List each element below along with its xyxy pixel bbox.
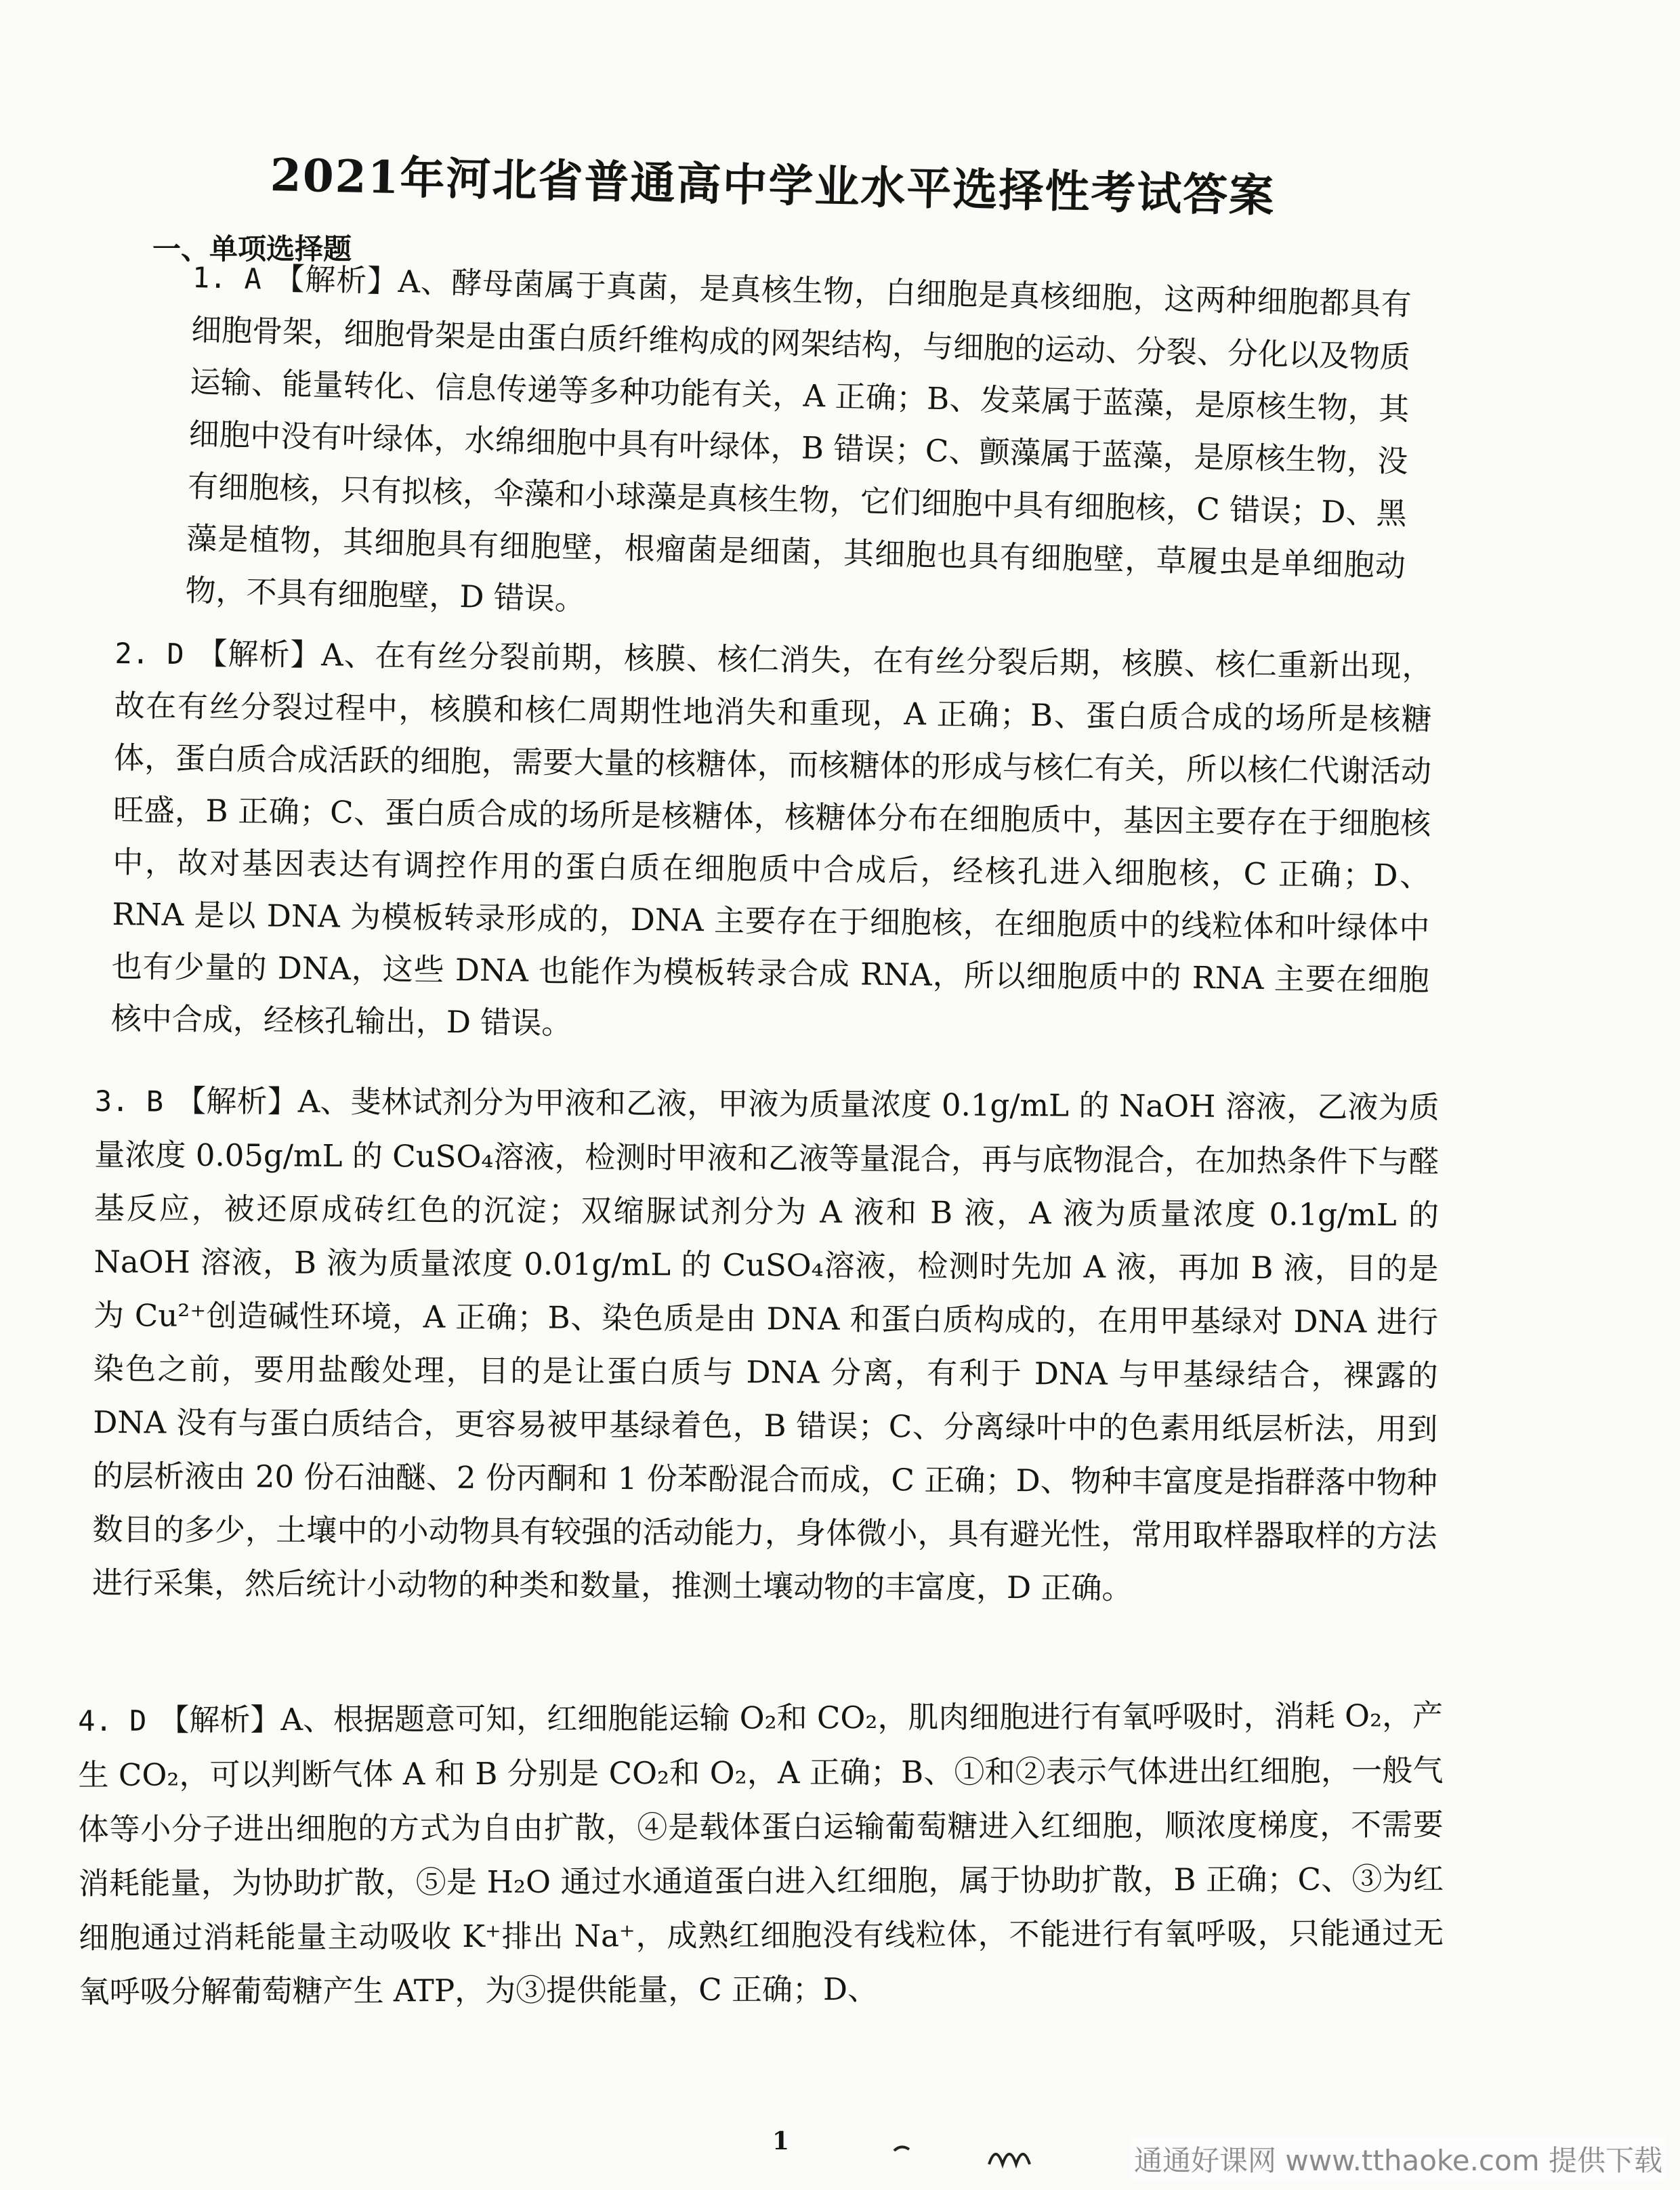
question-explanation: 【解析】A、斐林试剂分为甲液和乙液，甲液为质量浓度 0.1g/mL 的 NaOH 溶液，乙液为质量浓度 0.05g/mL 的 CuSO₄溶液，检测时甲液和乙液等量混合，再与底物混合，在加热条件下与醛基反应，被还原成砖红色的沉淀；双缩脲试剂分为 A 液和 B 液，A 液为质量浓度 0.1g/mL 的 NaOH 溶液，B 液为质量浓度 0.01g/mL 的 CuSO₄溶液，检测时先加 A 液，再加 B 液，目的是为 Cu²⁺创造碱性环境，A 正确；B、染色质是由 DNA 和蛋白质构成的，在用甲基绿对 DNA 进行染色之前，要用盐酸处理，目的是让蛋白质与 DNA 分离，有利于 DNA 与甲基绿结合，裸露的 DNA 没有与蛋白质结合，更容易被甲基绿着色，B 错误；C、分离绿叶中的色素用纸层析法，用到的层析液由 20 份石油醚、2 份丙酮和 1 份苯酚混合而成，C 正确；D、物种丰富度是指群落中物种数目的多少，土壤中的小动物具有较强的活动能力，身体微小，具有避光性，常用取样器取样的方法进行采集，然后统计小动物的种类和数量，推测土壤动物的丰富度，D 正确。 xyxy=(91,1082,1440,1607)
document-title: 2021年河北省普通高中学业水平选择性考试答案 xyxy=(270,148,1276,223)
question-explanation: 【解析】A、根据题意可知，红细胞能运输 O₂和 CO₂，肌肉细胞进行有氧呼吸时，消耗 O₂，产生 CO₂，可以判断气体 A 和 B 分别是 CO₂和 O₂，A 正确；B、①和②表示气体进出红细胞，一般气体等小分子进出细胞的方式为自由扩散，④是载体蛋白运输葡萄糖进入红细胞，顺浓度梯度，不需要消耗能量，为协助扩散，⑤是 H₂O 通过水通道蛋白进入红细胞，属于协助扩散，B 正确；C、③为红细胞通过消耗能量主动吸收 K⁺排出 Na⁺，成熟红细胞没有线粒体，不能进行有氧呼吸，只能通过无氧呼吸分解葡萄糖产生 ATP，为③提供能量，C 正确；D、 xyxy=(78,1697,1444,2010)
question-2 xyxy=(111,627,1433,1058)
handwritten-scribble xyxy=(887,2130,1064,2185)
page-number: 1 xyxy=(772,2127,790,2155)
question-3 xyxy=(92,1074,1440,1616)
question-number: 4. D xyxy=(78,1704,147,1738)
question-4 xyxy=(78,1689,1444,2019)
section-heading: 一、单项选择题 xyxy=(152,232,352,266)
question-number: 3. B xyxy=(94,1084,164,1118)
site-watermark: 通通好课网 www.tthaoke.com 提供下载 xyxy=(1130,2137,1666,2181)
question-1 xyxy=(185,251,1412,644)
question-number: 2. D xyxy=(114,636,184,671)
question-explanation: 【解析】A、在有丝分裂前期，核膜、核仁消失，在有丝分裂后期，核膜、核仁重新出现，故在有丝分裂过程中，核膜和核仁周期性地消失和重现，A 正确；B、蛋白质合成的场所是核糖体，蛋白质合成活跃的细胞，需要大量的核糖体，而核糖体的形成与核仁有关，所以核仁代谢活动旺盛，B 正确；C、蛋白质合成的场所是核糖体，核糖体分布在细胞质中，基因主要存在于细胞核中，故对基因表达有调控作用的蛋白质在细胞质中合成后，经核孔进入细胞核，C 正确；D、RNA 是以 DNA 为模板转录形成的，DNA 主要存在于细胞核，在细胞质中的线粒体和叶绿体中也有少量的 DNA，这些 DNA 也能作为模板转录合成 RNA，所以细胞质中的 RNA 主要在细胞核中合成，经核孔输出，D 错误。 xyxy=(110,635,1433,1042)
question-explanation: 【解析】A、酵母菌属于真菌，是真核生物，白细胞是真核细胞，这两种细胞都具有细胞骨架，细胞骨架是由蛋白质纤维构成的网架结构，与细胞的运动、分裂、分化以及物质运输、能量转化、信息传递等多种功能有关，A 正确；B、发菜属于蓝藻，是原核生物，其细胞中没有叶绿体，水绵细胞中具有叶绿体，B 错误；C、颤藻属于蓝藻，是原核生物，没有细胞核，只有拟核，伞藻和小球藻是真核生物，它们细胞中具有细胞核，C 错误；D、黑藻是植物，其细胞具有细胞壁，根瘤菌是细菌，其细胞也具有细胞壁，草履虫是单细胞动物，不具有细胞壁，D 错误。 xyxy=(185,260,1412,618)
question-number: 1. A xyxy=(192,260,262,296)
